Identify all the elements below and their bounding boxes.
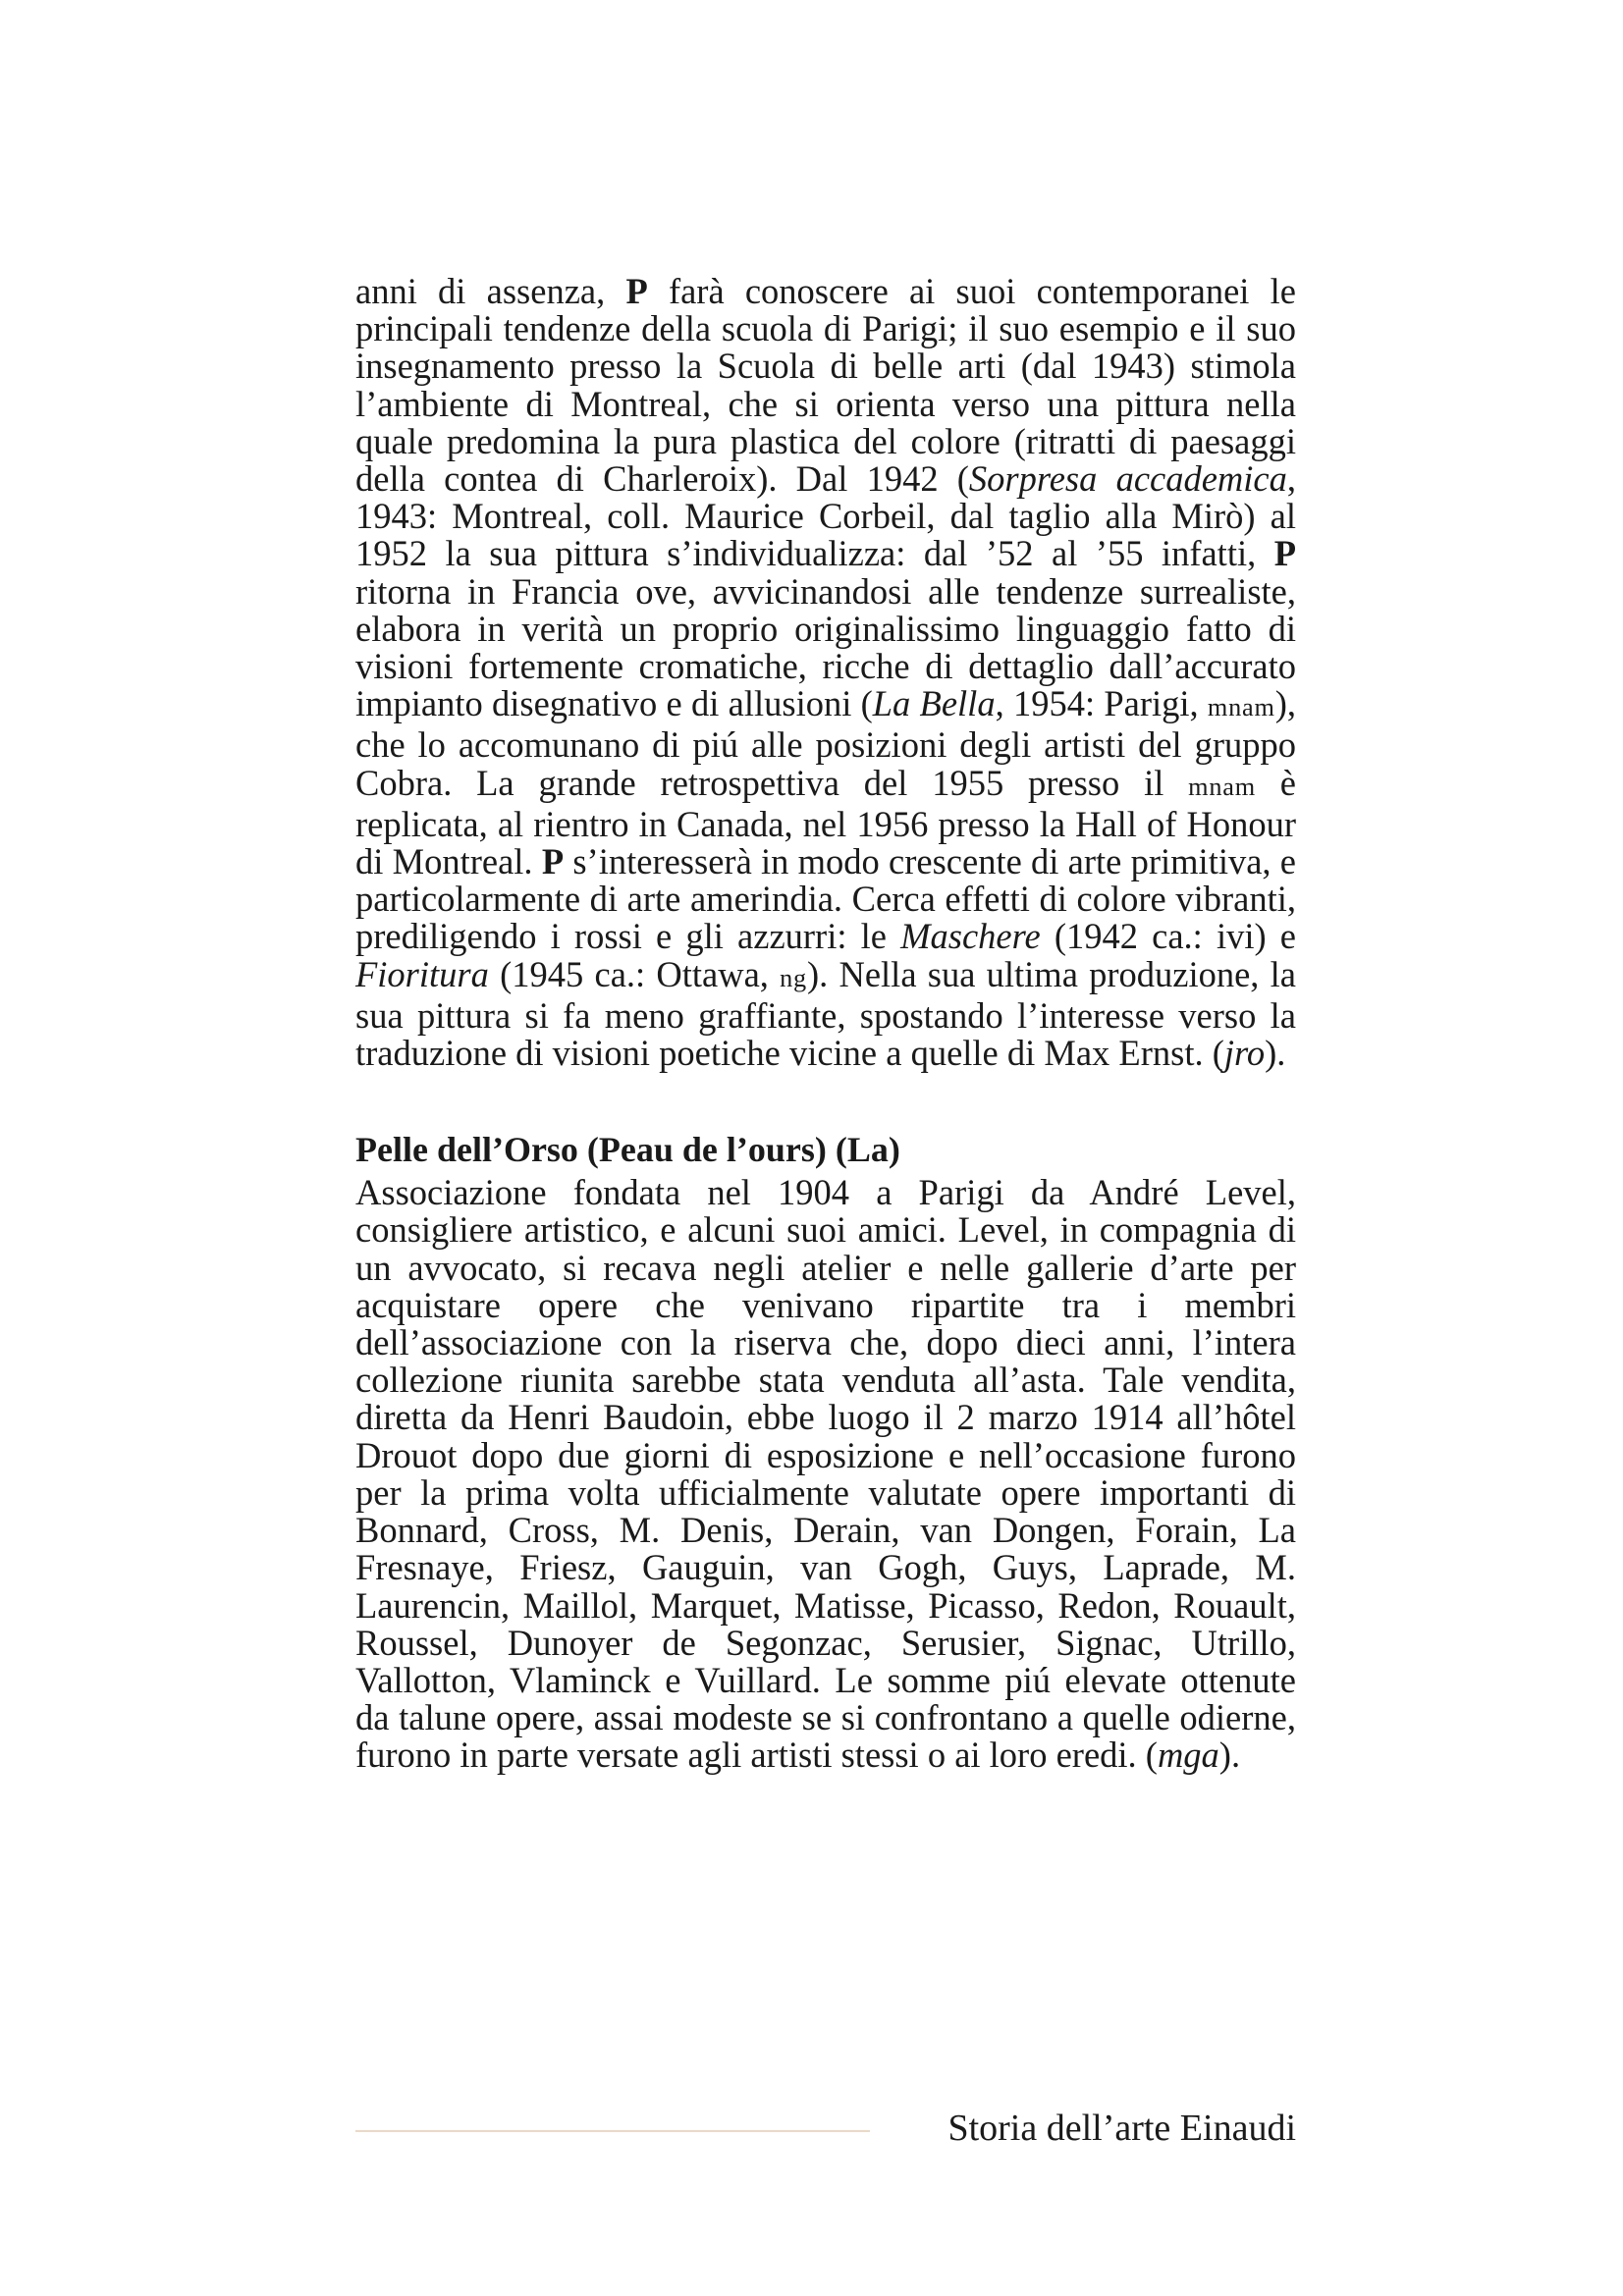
entry-abbreviation: P — [1273, 533, 1296, 574]
paragraph-text: anni di assenza, — [355, 271, 626, 311]
paragraph-text: ritorna in Francia ove, avvicinandosi alle tendenze surrealiste, elabora in verità un proprio originalissimo linguaggio fatto di visioni fortemente cromatiche, ricche di dettaglio dall’accurato impianto disegnativo e di allusioni ( — [355, 570, 1296, 724]
author-initials: jro — [1223, 1033, 1266, 1074]
document-body — [355, 273, 1296, 1775]
entry-title: Pelle dell’Orso (Peau de l’ours) (La) — [355, 1130, 900, 1170]
paragraph-text: s’interesserà in modo crescente di arte primitiva, e particolarmente di arte amerindia. Cerca effetti di colore vibranti, prediligendo i rossi e gli azzurri: le — [355, 841, 1297, 957]
paragraph-text: , 1943: Montreal, coll. Maurice Corbeil, dal taglio alla Mirò) al 1952 la sua pittura s’individualizza: dal ’52 al ’55 infatti, — [355, 458, 1296, 574]
page-footer — [355, 2099, 1296, 2158]
entry-abbreviation: P — [541, 841, 565, 882]
museum-abbreviation: mnam — [1207, 693, 1275, 722]
paragraph-text: , 1954: Parigi, — [995, 683, 1208, 724]
paragraph-text: Associazione fondata nel 1904 a Parigi da André Level, consigliere artistico, e alcuni suoi amici. Level, in compagnia di un avvocato, si recava negli atelier e nelle gallerie d’arte per acquistare opere che venivano ripartite tra i membri dell’associazione con la riserva che, dopo dieci anni, l’intera collezione riunita sarebbe stata venduta all’asta. Tale vendita, diretta da Henri Baudoin, ebbe luogo il 2 marzo 1914 all’hôtel Drouot dopo due giorni di esposizione e nell’occasione furono per la prima volta ufficialmente valutate opere importanti di Bonnard, Cross, M. Denis, Derain, van Dongen, Forain, La Fresnaye, Friesz, Gauguin, van Gogh, Guys, Laprade, M. Laurencin, Maillol, Marquet, Matisse, Picasso, Redon, Rouault, Roussel, Dunoyer de Segonzac, Serusier, Signac, Utrillo, Vallotton, Vlaminck e Vuillard. Le somme piú elevate ottenute da talune opere, assai modeste se si confrontano a quelle odierne, furono in parte versate agli artisti stessi o ai loro eredi. ( — [355, 1172, 1296, 1776]
paragraph-text: ), che lo accomunano di piú alle posizioni degli artisti del gruppo Cobra. La grande retrospettiva del 1955 presso il — [355, 683, 1296, 803]
paragraph-text: ). — [1265, 1033, 1286, 1074]
paragraph-text: (1945 ca.: Ottawa, — [488, 953, 781, 994]
artwork-title: La Bella — [872, 683, 996, 724]
entry-abbreviation: P — [625, 271, 648, 311]
entry-previous-paragraph — [355, 273, 1296, 1072]
paragraph-text: farà conoscere ai suoi contemporanei le principali tendenze della scuola di Parigi; il suo esempio e il suo insegnamento presso la Scuola di belle arti (dal 1943) stimola l’ambiente di Montreal, che si orienta verso una pittura nella quale predomina la pura plastica del colore (ritratti di paesaggi della contea di Charleroix). Dal 1942 ( — [355, 271, 1296, 500]
paragraph-text: ). — [1218, 1735, 1241, 1776]
paragraph-text: (1942 ca.: ivi) e — [1040, 916, 1296, 957]
footer-divider — [355, 2130, 870, 2132]
artwork-title: Sorpresa accademica — [968, 458, 1287, 500]
artwork-title: Fioritura — [355, 953, 489, 994]
museum-abbreviation: mnam — [1188, 772, 1256, 801]
entry-paragraph — [355, 1174, 1296, 1774]
publisher-name: Storia dell’arte Einaudi — [947, 2108, 1296, 2149]
author-initials: mga — [1157, 1735, 1219, 1776]
artwork-title: Maschere — [900, 916, 1041, 957]
paragraph-text: è replicata, al rientro in Canada, nel 1956 presso la Hall of Honour di Montreal. — [355, 762, 1296, 882]
paragraph-text: ). Nella sua ultima produzione, la sua pittura si fa meno graffiante, spostando l’interesse verso la traduzione di visioni poetiche vicine a quelle di Max Ernst. ( — [355, 953, 1296, 1074]
museum-abbreviation: ng — [780, 963, 807, 992]
